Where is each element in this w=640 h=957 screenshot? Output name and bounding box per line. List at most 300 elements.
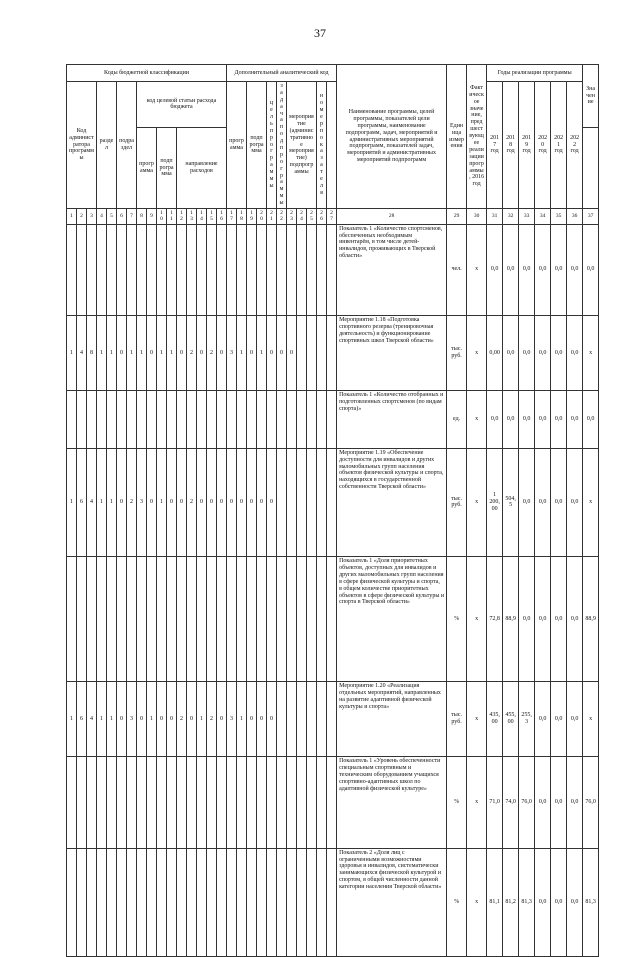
unit-cell: тыс. руб. <box>447 316 467 391</box>
column-number: 23 <box>287 209 297 225</box>
year-value-cell: 504,5 <box>503 448 519 556</box>
fact-value-cell: х <box>467 757 487 849</box>
target-value-cell: х <box>583 316 599 391</box>
code-digit-cell <box>247 557 257 682</box>
code-digit-cell <box>87 390 97 448</box>
column-numbers-row <box>67 209 599 225</box>
code-digit-cell <box>257 557 267 682</box>
year-value-cell: 0,0 <box>535 848 551 956</box>
year-2020-header: 2020 год <box>535 82 551 209</box>
code-digit-cell <box>77 557 87 682</box>
code-digit-cell <box>247 757 257 849</box>
code-digit-cell <box>327 557 337 682</box>
year-value-cell: 0,0 <box>551 390 567 448</box>
column-number: 29 <box>447 209 467 225</box>
code-digit-cell <box>217 390 227 448</box>
year-value-cell: 255,3 <box>519 682 535 757</box>
code-digit-cell <box>207 757 217 849</box>
fact-value-cell: х <box>467 316 487 391</box>
year-value-cell: 72,8 <box>487 557 503 682</box>
code-digit-cell <box>157 390 167 448</box>
code-digit-cell <box>287 224 297 316</box>
year-value-cell: 0,0 <box>551 682 567 757</box>
code-digit-cell <box>297 682 307 757</box>
year-value-cell: 0,0 <box>535 557 551 682</box>
code-digit-cell <box>127 390 137 448</box>
name-column-header: Наименование программы, целей программы, показателей цели программы, наименование подпрограмм, задач, мероприятий и административных мероприятий подпрограмм, показателей задач, мероприятий и административных мероприятий подпрограмм <box>337 65 447 209</box>
code-digit-cell: 1 <box>67 316 77 391</box>
code-digit-cell: 1 <box>237 682 247 757</box>
target-value-cell: 76,0 <box>583 757 599 849</box>
razdel-header: раздел <box>97 82 117 209</box>
code-digit-cell <box>247 390 257 448</box>
unit-cell: % <box>447 557 467 682</box>
year-value-cell: 0,0 <box>503 390 519 448</box>
column-number: 30 <box>467 209 487 225</box>
code-digit-cell: 4 <box>87 448 97 556</box>
fact-column-header: Фактическое значение, предшествующее реализации программы, 2016 год <box>467 65 487 209</box>
code-digit-cell <box>327 224 337 316</box>
code-digit-cell: 0 <box>177 448 187 556</box>
code-digit-cell <box>117 757 127 849</box>
code-digit-cell <box>277 682 287 757</box>
year-value-cell: 0,0 <box>567 224 583 316</box>
code-digit-cell <box>147 757 157 849</box>
code-digit-cell <box>167 557 177 682</box>
ea-program-header: программа <box>227 82 247 209</box>
target-value-cell: 88,9 <box>583 557 599 682</box>
code-digit-cell: 1 <box>257 316 267 391</box>
column-number: 2 <box>77 209 87 225</box>
code-digit-cell: 1 <box>127 316 137 391</box>
code-digit-cell <box>317 390 327 448</box>
code-digit-cell <box>297 316 307 391</box>
column-number: 4 <box>97 209 107 225</box>
code-digit-cell: 1 <box>67 682 77 757</box>
code-digit-cell: 0 <box>197 316 207 391</box>
code-digit-cell <box>157 224 167 316</box>
table-row <box>67 316 599 391</box>
code-digit-cell <box>207 557 217 682</box>
code-digit-cell <box>237 224 247 316</box>
column-number: 14 <box>197 209 207 225</box>
code-digit-cell <box>277 390 287 448</box>
code-digit-cell <box>287 390 297 448</box>
code-digit-cell <box>287 682 297 757</box>
code-digit-cell <box>147 557 157 682</box>
column-number: 25 <box>307 209 317 225</box>
item-name-cell: Показатель 1 «Доля приоритетных объектов, доступных для инвалидов и других маломобильных групп населения в сфере физической культуры и спорта, в общем количестве приоритетных объектов в сфере физической культуры и спорта в Тверской области» <box>337 557 447 682</box>
code-digit-cell <box>127 557 137 682</box>
year-value-cell: 81,1 <box>487 848 503 956</box>
fact-value-cell: х <box>467 224 487 316</box>
code-digit-cell <box>107 390 117 448</box>
code-digit-cell: 0 <box>187 682 197 757</box>
year-value-cell: 0,0 <box>567 848 583 956</box>
code-digit-cell <box>187 390 197 448</box>
year-value-cell: 0,0 <box>567 557 583 682</box>
code-digit-cell: 0 <box>117 448 127 556</box>
code-digit-cell: 1 <box>107 448 117 556</box>
year-value-cell: 0,0 <box>519 557 535 682</box>
code-digit-cell: 1 <box>137 316 147 391</box>
code-digit-cell <box>177 557 187 682</box>
code-digit-cell <box>167 390 177 448</box>
code-digit-cell <box>87 557 97 682</box>
column-number: 36 <box>567 209 583 225</box>
target-value-cell: х <box>583 682 599 757</box>
code-digit-cell <box>217 224 227 316</box>
code-digit-cell: 3 <box>227 316 237 391</box>
code-digit-cell: 0 <box>237 448 247 556</box>
year-value-cell: 0,0 <box>551 448 567 556</box>
ea-goal-header: цель программы <box>267 82 277 209</box>
code-digit-cell <box>287 448 297 556</box>
code-digit-cell <box>277 224 287 316</box>
code-digit-cell: 0 <box>157 682 167 757</box>
column-number: 19 <box>247 209 257 225</box>
unit-cell: % <box>447 757 467 849</box>
code-digit-cell: 0 <box>167 448 177 556</box>
year-value-cell: 0,0 <box>519 316 535 391</box>
code-digit-cell <box>317 557 327 682</box>
column-number: 24 <box>297 209 307 225</box>
year-value-cell: 0,0 <box>567 448 583 556</box>
column-number: 9 <box>147 209 157 225</box>
code-digit-cell <box>77 224 87 316</box>
code-digit-cell <box>287 757 297 849</box>
code-digit-cell <box>317 316 327 391</box>
unit-cell: чел. <box>447 224 467 316</box>
code-digit-cell <box>137 557 147 682</box>
code-digit-cell <box>307 682 317 757</box>
code-digit-cell <box>247 224 257 316</box>
code-digit-cell <box>167 224 177 316</box>
year-value-cell: 0,0 <box>551 224 567 316</box>
code-digit-cell: 3 <box>227 682 237 757</box>
year-value-cell: 1 200,00 <box>487 448 503 556</box>
code-digit-cell: 2 <box>207 316 217 391</box>
target-year-header <box>583 127 599 208</box>
code-digit-cell: 2 <box>177 682 187 757</box>
code-digit-cell <box>157 757 167 849</box>
code-digit-cell <box>77 390 87 448</box>
item-name-cell: Мероприятие 1.18 «Подготовка спортивного резерва (тренировочная деятельность) и функционирование спортивных школ Тверской области» <box>337 316 447 391</box>
year-value-cell: 76,0 <box>519 757 535 849</box>
code-digit-cell: 0 <box>267 448 277 556</box>
code-digit-cell <box>257 224 267 316</box>
column-number: 12 <box>177 209 187 225</box>
code-digit-cell <box>297 224 307 316</box>
code-digit-cell <box>327 316 337 391</box>
code-digit-cell: 4 <box>87 682 97 757</box>
code-digit-cell <box>297 848 307 956</box>
year-value-cell: 0,0 <box>487 390 503 448</box>
code-digit-cell <box>67 848 77 956</box>
code-digit-cell: 6 <box>77 682 87 757</box>
code-digit-cell <box>327 390 337 448</box>
code-digit-cell <box>217 757 227 849</box>
code-digit-cell: 0 <box>257 682 267 757</box>
code-digit-cell <box>177 390 187 448</box>
year-value-cell: 0,0 <box>551 316 567 391</box>
year-value-cell: 0,0 <box>519 224 535 316</box>
csr-header: код целевой статьи расхода бюджета <box>137 82 227 128</box>
code-digit-cell: 1 <box>97 448 107 556</box>
item-name-cell: Мероприятие 1.19 «Обеспечение доступности для инвалидов и других маломобильных групп населения объектов физической культуры и спорта, находящихся в государственной собственности Тверской области» <box>337 448 447 556</box>
code-digit-cell <box>307 224 317 316</box>
code-digit-cell: 4 <box>77 316 87 391</box>
code-digit-cell <box>67 390 77 448</box>
extra-code-header: Дополнительный аналитический код <box>227 65 337 82</box>
item-name-cell: Показатель 2 «Доля лиц с ограниченными возможностями здоровья и инвалидов, систематически занимающихся физической культурой и спортом, в общей численности данной категории населения Тверской области» <box>337 848 447 956</box>
code-digit-cell: 2 <box>187 316 197 391</box>
year-value-cell: 0,0 <box>567 390 583 448</box>
code-digit-cell: 1 <box>147 682 157 757</box>
code-digit-cell: 2 <box>127 448 137 556</box>
code-digit-cell: 0 <box>167 682 177 757</box>
code-digit-cell <box>317 448 327 556</box>
code-digit-cell <box>257 390 267 448</box>
code-digit-cell: 0 <box>227 448 237 556</box>
item-name-cell: Показатель 1 «Уровень обеспеченности специальным спортивным и техническим оборудованием учащихся спортивно-адаптивных школ по адаптивной физической культуре» <box>337 757 447 849</box>
code-digit-cell <box>297 448 307 556</box>
year-value-cell: 81,2 <box>503 848 519 956</box>
year-value-cell: 0,0 <box>535 448 551 556</box>
code-digit-cell <box>107 848 117 956</box>
code-digit-cell <box>137 224 147 316</box>
code-digit-cell <box>257 757 267 849</box>
code-digit-cell: 0 <box>117 682 127 757</box>
item-name-cell: Показатель 1 «Количество спортсменов, обеспеченных необходимым инвентарём, в том числе детей-инвалидов, проживающих в Тверской области» <box>337 224 447 316</box>
year-value-cell: 0,0 <box>535 682 551 757</box>
years-group-header: Годы реализации программы <box>487 65 583 82</box>
code-digit-cell: 1 <box>167 316 177 391</box>
code-digit-cell <box>227 224 237 316</box>
table-row <box>67 557 599 682</box>
column-number: 8 <box>137 209 147 225</box>
code-digit-cell <box>157 557 167 682</box>
code-digit-cell <box>277 448 287 556</box>
code-digit-cell <box>187 224 197 316</box>
code-digit-cell <box>137 757 147 849</box>
code-digit-cell: 0 <box>207 448 217 556</box>
year-value-cell: 81,3 <box>519 848 535 956</box>
code-digit-cell: 3 <box>127 682 137 757</box>
unit-cell: тыс. руб. <box>447 682 467 757</box>
table-body <box>67 224 599 956</box>
code-digit-cell <box>317 757 327 849</box>
code-digit-cell <box>267 390 277 448</box>
fact-value-cell: х <box>467 557 487 682</box>
code-digit-cell <box>207 224 217 316</box>
year-value-cell: 0,0 <box>551 848 567 956</box>
table-row <box>67 390 599 448</box>
code-digit-cell <box>157 848 167 956</box>
target-value-cell: х <box>583 448 599 556</box>
code-digit-cell <box>137 848 147 956</box>
year-value-cell: 0,0 <box>567 682 583 757</box>
code-digit-cell <box>97 390 107 448</box>
code-digit-cell <box>197 390 207 448</box>
code-digit-cell <box>277 848 287 956</box>
code-digit-cell <box>197 757 207 849</box>
code-digit-cell <box>327 448 337 556</box>
podrazdel-header: подраздел <box>117 82 137 209</box>
code-digit-cell <box>107 224 117 316</box>
year-value-cell: 0,0 <box>519 448 535 556</box>
code-digit-cell <box>327 848 337 956</box>
column-number: 3 <box>87 209 97 225</box>
table-row <box>67 448 599 556</box>
year-2017-header: 2017 год <box>487 82 503 209</box>
code-digit-cell <box>187 757 197 849</box>
code-digit-cell: 1 <box>67 448 77 556</box>
code-digit-cell: 1 <box>237 316 247 391</box>
table-row <box>67 757 599 849</box>
code-digit-cell <box>87 757 97 849</box>
code-digit-cell <box>217 557 227 682</box>
code-digit-cell: 0 <box>197 448 207 556</box>
code-digit-cell <box>117 557 127 682</box>
code-digit-cell <box>237 757 247 849</box>
column-number: 13 <box>187 209 197 225</box>
code-digit-cell: 0 <box>267 682 277 757</box>
code-digit-cell <box>267 848 277 956</box>
year-value-cell: 74,0 <box>503 757 519 849</box>
column-number: 26 <box>317 209 327 225</box>
year-value-cell: 0,0 <box>535 316 551 391</box>
code-digit-cell: 1 <box>157 448 167 556</box>
code-digit-cell <box>107 757 117 849</box>
code-digit-cell <box>317 848 327 956</box>
code-digit-cell: 0 <box>147 448 157 556</box>
year-value-cell: 0,00 <box>487 316 503 391</box>
code-digit-cell <box>177 757 187 849</box>
year-value-cell: 0,0 <box>535 390 551 448</box>
year-value-cell: 455,00 <box>503 682 519 757</box>
column-number: 15 <box>207 209 217 225</box>
code-digit-cell <box>277 757 287 849</box>
column-number: 10 <box>157 209 167 225</box>
page-number: 37 <box>314 26 326 40</box>
column-number: 20 <box>257 209 267 225</box>
code-digit-cell <box>117 848 127 956</box>
code-digit-cell: 0 <box>147 316 157 391</box>
unit-cell: тыс. руб. <box>447 448 467 556</box>
code-digit-cell: 0 <box>267 316 277 391</box>
code-digit-cell <box>327 682 337 757</box>
item-name-cell: Показатель 1 «Количество отобранных и подготовленных спортсменов (по видам спорта)» <box>337 390 447 448</box>
unit-cell: % <box>447 848 467 956</box>
budget-codes-header: Коды бюджетной классификации <box>67 65 227 82</box>
unit-cell: ед. <box>447 390 467 448</box>
fact-value-cell: х <box>467 682 487 757</box>
code-digit-cell <box>307 390 317 448</box>
code-digit-cell <box>97 224 107 316</box>
code-digit-cell: 0 <box>117 316 127 391</box>
column-number: 1 <box>67 209 77 225</box>
code-digit-cell: 2 <box>207 682 217 757</box>
ea-indicator-number-header: номер показателя <box>317 82 327 209</box>
column-number: 7 <box>127 209 137 225</box>
code-digit-cell <box>307 557 317 682</box>
code-digit-cell <box>317 682 327 757</box>
year-value-cell: 0,0 <box>551 557 567 682</box>
code-digit-cell: 0 <box>217 682 227 757</box>
column-number: 11 <box>167 209 177 225</box>
code-digit-cell <box>227 848 237 956</box>
year-value-cell: 0,0 <box>567 316 583 391</box>
code-digit-cell <box>307 316 317 391</box>
code-digit-cell <box>327 757 337 849</box>
year-value-cell: 0,0 <box>551 757 567 849</box>
code-digit-cell <box>147 848 157 956</box>
code-digit-cell: 8 <box>87 316 97 391</box>
subprogram-code-header: подпрограмма <box>157 127 177 208</box>
code-digit-cell <box>277 557 287 682</box>
code-digit-cell: 1 <box>157 316 167 391</box>
ea-measure-header: мероприятие (административное мероприятие) подпрограммы <box>287 82 317 209</box>
column-number: 37 <box>583 209 599 225</box>
code-digit-cell <box>87 224 97 316</box>
target-value-cell: 0,0 <box>583 390 599 448</box>
ea-task-header: задача подпрограммы <box>277 82 287 209</box>
code-digit-cell <box>297 390 307 448</box>
code-digit-cell <box>307 848 317 956</box>
code-digit-cell <box>117 224 127 316</box>
code-digit-cell <box>257 848 267 956</box>
year-value-cell: 0,0 <box>487 224 503 316</box>
year-value-cell: 0,0 <box>535 757 551 849</box>
code-digit-cell: 0 <box>137 682 147 757</box>
code-digit-cell: 0 <box>247 682 257 757</box>
column-number: 16 <box>217 209 227 225</box>
code-digit-cell <box>307 448 317 556</box>
column-number: 35 <box>551 209 567 225</box>
unit-column-header: Единица измерения <box>447 65 467 209</box>
target-value-cell: 81,3 <box>583 848 599 956</box>
code-digit-cell <box>307 757 317 849</box>
code-digit-cell <box>77 757 87 849</box>
column-number: 6 <box>117 209 127 225</box>
year-value-cell: 0,0 <box>535 224 551 316</box>
program-indicators-table <box>66 64 599 957</box>
code-digit-cell <box>287 557 297 682</box>
code-digit-cell <box>207 390 217 448</box>
year-2022-header: 2022 год <box>567 82 583 209</box>
year-value-cell: 0,0 <box>519 390 535 448</box>
code-digit-cell <box>197 557 207 682</box>
code-digit-cell <box>147 390 157 448</box>
code-digit-cell <box>207 848 217 956</box>
table-row <box>67 224 599 316</box>
code-digit-cell <box>97 557 107 682</box>
code-digit-cell <box>117 390 127 448</box>
code-digit-cell <box>127 757 137 849</box>
code-digit-cell <box>247 848 257 956</box>
code-digit-cell: 0 <box>247 316 257 391</box>
item-name-cell: Мероприятие 1.20 «Реализация отдельных мероприятий, направленных на развитие адаптивной физической культуры и спорта» <box>337 682 447 757</box>
code-digit-cell: 1 <box>197 682 207 757</box>
column-number: 18 <box>237 209 247 225</box>
code-digit-cell <box>287 848 297 956</box>
code-digit-cell <box>67 224 77 316</box>
year-value-cell: 88,9 <box>503 557 519 682</box>
code-digit-cell <box>237 848 247 956</box>
code-digit-cell <box>167 848 177 956</box>
code-digit-cell: 2 <box>187 448 197 556</box>
